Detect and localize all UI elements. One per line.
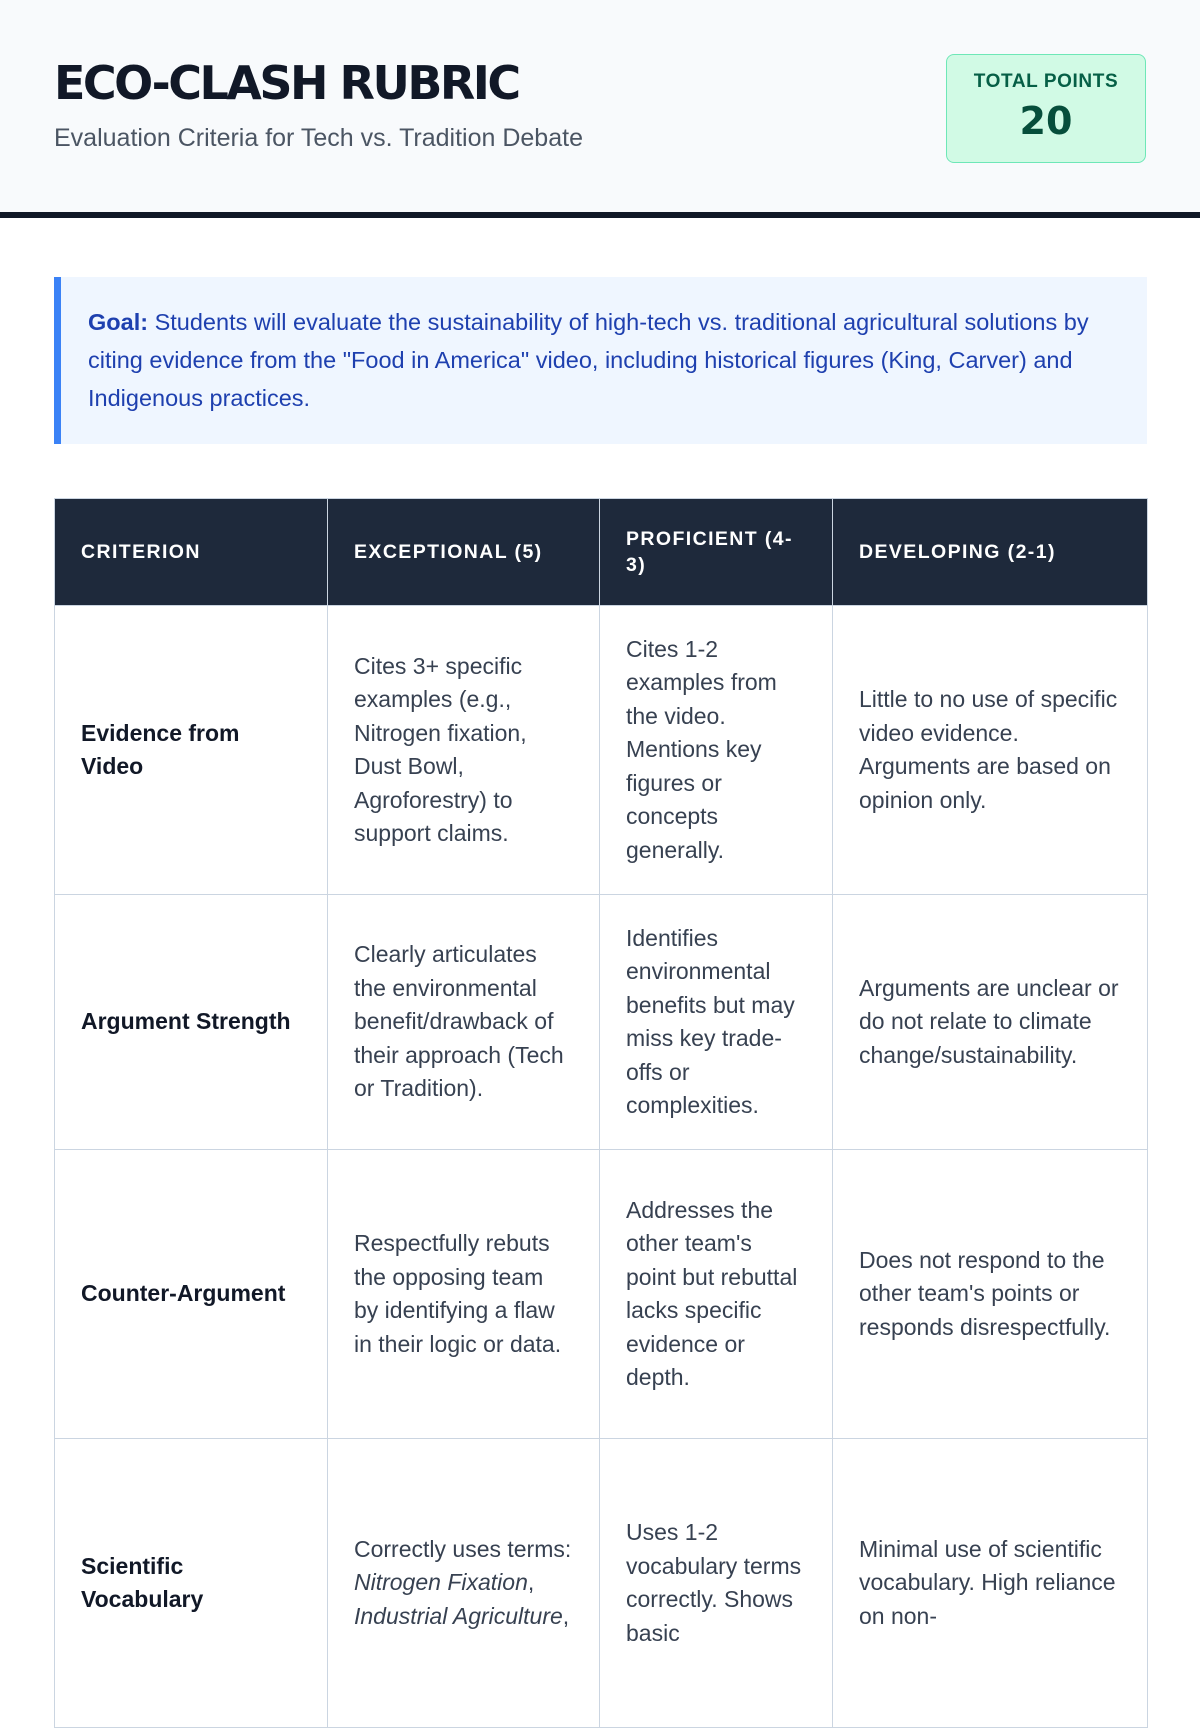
exceptional-cell: Respectfully rebuts the opposing team by identifying a flaw in their logic or data. <box>328 1150 600 1439</box>
goal-callout <box>54 277 1147 444</box>
proficient-cell: Identifies environmental benefits but may miss key trade-offs or complexities. <box>600 895 833 1150</box>
proficient-cell: Uses 1-2 vocabulary terms correctly. Shows basic <box>600 1439 833 1728</box>
table-row <box>55 1150 1148 1439</box>
developing-cell: Minimal use of scientific vocabulary. High reliance on non- <box>833 1439 1148 1728</box>
header-exceptional: EXCEPTIONAL (5) <box>328 499 600 606</box>
total-points-label: TOTAL POINTS <box>973 71 1119 92</box>
total-points-value: 20 <box>1019 99 1073 143</box>
goal-label: Goal: <box>88 309 149 335</box>
criterion-cell: Counter-Argument <box>55 1150 328 1439</box>
rubric-table <box>54 498 1148 1728</box>
table-row <box>55 1439 1148 1728</box>
exceptional-cell <box>328 1439 600 1728</box>
developing-cell: Arguments are unclear or do not relate to climate change/sustainability. <box>833 895 1148 1150</box>
criterion-cell: Scientific Vocabulary <box>55 1439 328 1728</box>
developing-cell: Does not respond to the other team's points or responds disrespectfully. <box>833 1150 1148 1439</box>
vocab-separator: , <box>562 1602 570 1629</box>
header-proficient: PROFICIENT (4-3) <box>600 499 833 606</box>
developing-cell: Little to no use of specific video evidence. Arguments are based on opinion only. <box>833 606 1148 895</box>
exceptional-cell: Clearly articulates the environmental benefit/drawback of their approach (Tech or Tradition). <box>328 895 600 1150</box>
header <box>0 0 1200 218</box>
proficient-cell: Addresses the other team's point but rebuttal lacks specific evidence or depth. <box>600 1150 833 1439</box>
vocab-separator: , <box>527 1569 535 1596</box>
goal-text: Students will evaluate the sustainability of high-tech vs. traditional agricultural solutions by citing evidence from the "Food in America" video, including historical figures (King, Carver) and Indigenous practices. <box>88 309 1089 411</box>
criterion-cell: Argument Strength <box>55 895 328 1150</box>
table-header-row <box>55 499 1148 606</box>
vocab-term: Industrial Agriculture <box>354 1602 563 1629</box>
vocab-term: Nitrogen Fixation <box>354 1569 528 1596</box>
total-points-badge <box>946 54 1146 163</box>
exceptional-prefix: Correctly uses terms: <box>354 1535 572 1562</box>
exceptional-cell: Cites 3+ specific examples (e.g., Nitrogen fixation, Dust Bowl, Agroforestry) to support claims. <box>328 606 600 895</box>
page-subtitle: Evaluation Criteria for Tech vs. Tradition Debate <box>54 124 583 152</box>
page-title: ECO-CLASH RUBRIC <box>54 56 519 110</box>
criterion-cell: Evidence from Video <box>55 606 328 895</box>
proficient-cell: Cites 1-2 examples from the video. Mentions key figures or concepts generally. <box>600 606 833 895</box>
header-developing: DEVELOPING (2-1) <box>833 499 1148 606</box>
table-row <box>55 895 1148 1150</box>
table-row <box>55 606 1148 895</box>
header-criterion: CRITERION <box>55 499 328 606</box>
